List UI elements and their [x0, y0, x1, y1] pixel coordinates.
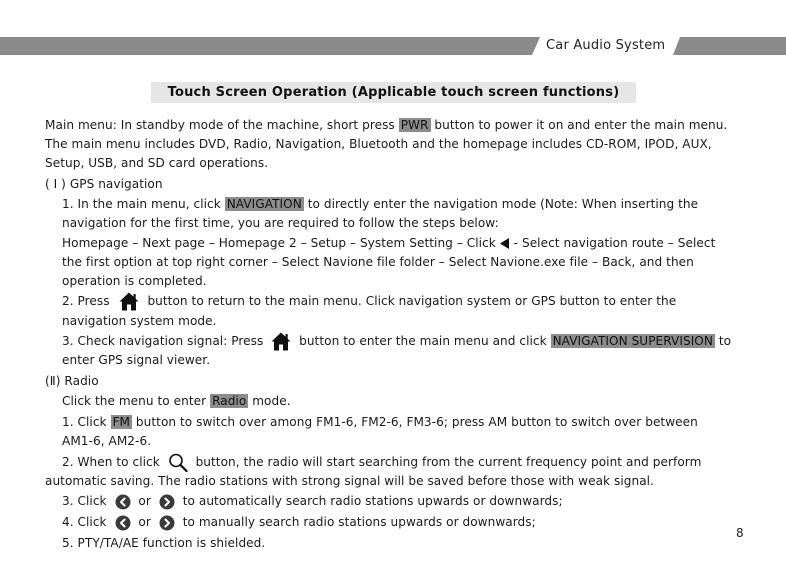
- home-icon: [271, 332, 291, 351]
- gps-steps-line-1: Homepage – Next page – Homepage 2 – Setup – System Setting – Click - Select navigation route – Select: [62, 236, 716, 250]
- radio-item-1-line-2: AM1-6, AM2-6.: [62, 434, 152, 448]
- radio-item-2: 2. When to click button, the radio will start searching from the current frequency point and perform: [62, 453, 701, 472]
- navigation-button-label: NAVIGATION: [226, 197, 302, 211]
- left-triangle-icon: [500, 238, 510, 249]
- prev-circle-icon: [115, 494, 131, 510]
- next-circle-icon: [159, 515, 175, 531]
- search-icon: [168, 453, 188, 472]
- main-menu-line-3: Setup, USB, and SD card operations.: [45, 156, 269, 170]
- gps-item-1: 1. In the main menu, click NAVIGATION to directly enter the navigation mode (Note: When inserting the: [62, 197, 699, 211]
- fm-button-label: FM: [112, 415, 131, 429]
- gps-steps-line-3: operation is completed.: [62, 274, 207, 288]
- radio-item-3: 3. Click or to automatically search radio stations upwards or downwards;: [62, 494, 563, 508]
- navigation-supervision-label: NAVIGATION SUPERVISION: [552, 334, 713, 348]
- gps-heading: ( I ) GPS navigation: [45, 177, 163, 191]
- gps-steps-line-2: the first option at top right corner – Select Navione file folder – Select Navione.exe file – Back, and then: [62, 255, 694, 269]
- radio-intro: Click the menu to enter Radio mode.: [62, 394, 291, 408]
- home-icon: [119, 292, 139, 311]
- next-circle-icon: [159, 494, 175, 510]
- radio-heading: (Ⅱ) Radio: [45, 374, 99, 388]
- radio-item-5: 5. PTY/TA/AE function is shielded.: [62, 536, 266, 550]
- radio-item-4: 4. Click or to manually search radio stations upwards or downwards;: [62, 515, 536, 529]
- main-menu-line-1: Main menu: In standby mode of the machine, short press PWR button to power it on and enter the main menu.: [45, 118, 728, 132]
- gps-item-2-line-2: navigation system mode.: [62, 314, 217, 328]
- prev-circle-icon: [115, 515, 131, 531]
- gps-item-2: 2. Press button to return to the main menu. Click navigation system or GPS button to enter the: [62, 292, 676, 311]
- page-number: 8: [736, 526, 744, 540]
- radio-label: Radio: [212, 394, 247, 408]
- radio-item-1: 1. Click FM button to switch over among FM1-6, FM2-6, FM3-6; press AM button to switch over between: [62, 415, 698, 429]
- gps-item-1-line-2: navigation for the first time, you are required to follow the steps below:: [62, 216, 499, 230]
- section-title: Touch Screen Operation (Applicable touch screen functions): [151, 82, 636, 103]
- main-menu-line-2: The main menu includes DVD, Radio, Navigation, Bluetooth and the homepage includes CD-ROM, IPOD, AUX,: [45, 137, 712, 151]
- pwr-button-label: PWR: [400, 118, 429, 132]
- gps-item-3-line-2: enter GPS signal viewer.: [62, 353, 211, 367]
- header-title: Car Audio System: [546, 38, 666, 53]
- gps-item-3: 3. Check navigation signal: Press button to enter the main menu and click NAVIGATION SUPERVISION to: [62, 332, 731, 351]
- header-bar: [0, 37, 786, 55]
- radio-item-2-line-2: automatic saving. The radio stations with strong signal will be saved before those with weak signal.: [45, 474, 654, 488]
